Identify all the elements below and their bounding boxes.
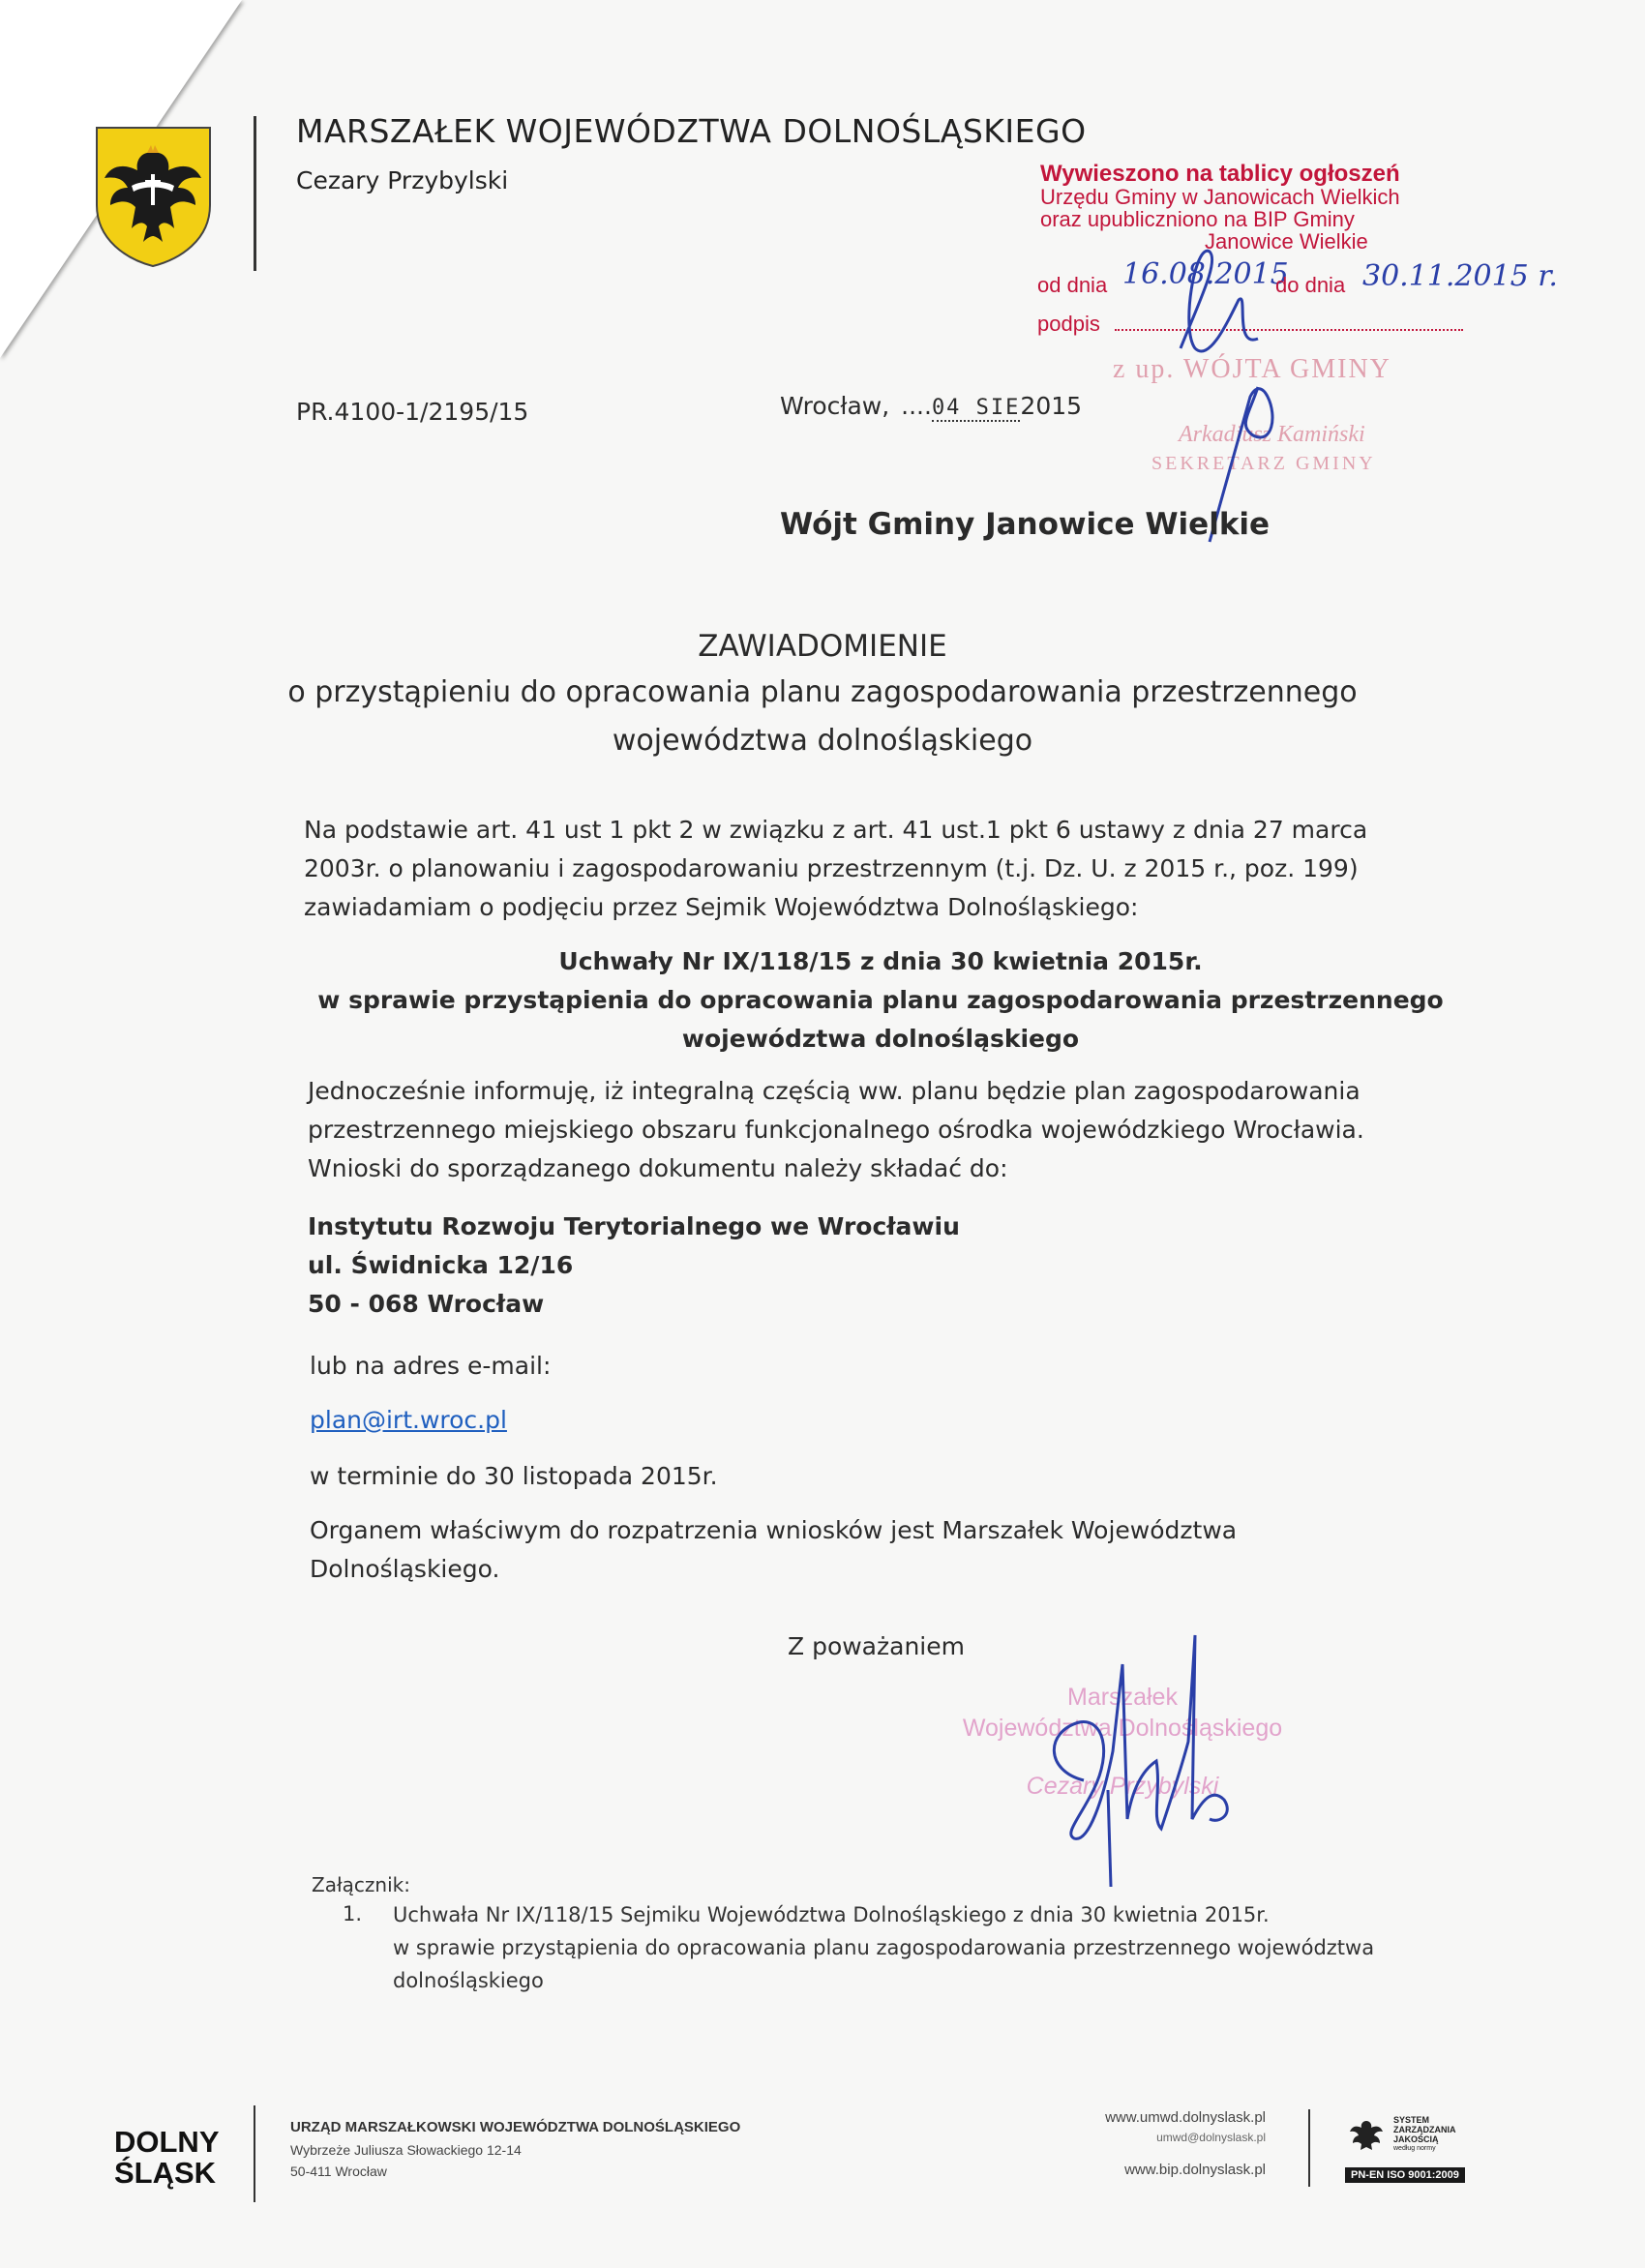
paragraph-line: 2003r. o planowaniu i zagospodarowaniu przestrzennym (t.j. Dz. U. z 2015 r., poz. 199) xyxy=(304,854,1359,882)
paragraph-line: Organem właściwym do rozpatrzenia wniosków jest Marszałek Województwa xyxy=(310,1516,1238,1544)
footer-bip-link[interactable]: www.bip.dolnyslask.pl xyxy=(1124,2162,1266,2178)
attachment-label: Załącznik: xyxy=(312,1873,410,1896)
stamp-role-line: z up. WÓJTA GMINY xyxy=(1113,354,1391,384)
notice-title: ZAWIADOMIENIE xyxy=(698,629,947,664)
paragraph-legal-basis xyxy=(304,811,1367,927)
stamp-line-4: Janowice Wielkie xyxy=(1205,229,1368,254)
quality-line: SYSTEM xyxy=(1393,2115,1430,2125)
attachment-line: Uchwała Nr IX/118/15 Sejmiku Województwa Dolnośląskiego z dnia 30 kwietnia 2015r. xyxy=(393,1903,1270,1926)
closing-text: Z poważaniem xyxy=(788,1632,965,1660)
stamp-to-date: 30.11.2015 r. xyxy=(1362,259,1558,293)
logo-line-1: DOLNY xyxy=(114,2125,220,2159)
marshal-handwritten-signature xyxy=(1026,1626,1248,1896)
attachment-line: w sprawie przystąpienia do opracowania planu zagospodarowania przestrzennego województwa xyxy=(393,1936,1375,1959)
date-line xyxy=(780,387,1082,428)
quality-line: ZARZĄDZANIA xyxy=(1393,2125,1456,2134)
paragraph-information xyxy=(308,1072,1364,1188)
resolution-line: Uchwały Nr IX/118/15 z dnia 30 kwietnia 2015r. xyxy=(558,947,1203,975)
institute-name: Instytutu Rozwoju Terytorialnego we Wrocławiu xyxy=(308,1212,960,1240)
stamp-official-name: Arkadiusz Kamiński xyxy=(1179,422,1365,447)
footer-street: Wybrzeże Juliusza Słowackiego 12-14 xyxy=(290,2142,522,2158)
footer-office-name: URZĄD MARSZAŁKOWSKI WOJEWÓDZTWA DOLNOŚLĄSKIEGO xyxy=(290,2119,741,2135)
footer-divider-right xyxy=(1308,2109,1310,2187)
footer-city: 50-411 Wrocław xyxy=(290,2164,387,2179)
signature-stamp-line-1: Marszałek xyxy=(1067,1684,1178,1711)
logo-line-2: ŚLĄSK xyxy=(114,2156,217,2190)
coat-of-arms-icon xyxy=(93,124,214,269)
attachment-description xyxy=(393,1898,1374,1997)
attachment-line: dolnośląskiego xyxy=(393,1969,544,1992)
office-heading: MARSZAŁEK WOJEWÓDZTWA DOLNOŚLĄSKIEGO xyxy=(296,112,1087,150)
posting-stamp xyxy=(1040,163,1543,254)
notice-subtitle-1: o przystąpieniu do opracowania planu zagospodarowania przestrzennego xyxy=(287,675,1358,709)
iso-badge: PN-EN ISO 9001:2009 xyxy=(1345,2167,1465,2183)
reference-number: PR.4100-1/2195/15 xyxy=(296,398,529,426)
paragraph-line: Na podstawie art. 41 ust 1 pkt 2 w związku z art. 41 ust.1 pkt 6 ustawy z dnia 27 marca xyxy=(304,816,1368,844)
institute-city: 50 - 068 Wrocław xyxy=(308,1290,545,1318)
institute-street: ul. Świdnicka 12/16 xyxy=(308,1251,574,1279)
quality-line: według normy xyxy=(1393,2145,1436,2152)
footer-website-link[interactable]: www.umwd.dolnyslask.pl xyxy=(1105,2109,1266,2126)
signature-stamp-line-2: Województwa Dolnośląskiego xyxy=(962,1715,1283,1742)
dolny-slask-logo xyxy=(114,2127,220,2189)
resolution-block xyxy=(290,942,1471,1059)
paragraph-line: Wnioski do sporządzanego dokumentu należy składać do: xyxy=(308,1154,1008,1182)
eagle-small-icon xyxy=(1347,2115,1386,2154)
stamp-signature-label: podpis xyxy=(1037,312,1100,336)
signature-stamp-line-3: Cezary Przybylski xyxy=(1026,1773,1219,1800)
quality-line: JAKOŚCIĄ xyxy=(1393,2134,1439,2144)
paragraph-line: Jednocześnie informuję, iż integralną częścią ww. planu będzie plan zagospodarowania xyxy=(308,1077,1361,1105)
stamp-from-date: 16.08.2015 xyxy=(1122,257,1289,291)
date-year: 2015 xyxy=(1020,392,1083,420)
header-divider xyxy=(254,116,256,271)
paragraph-line: zawiadamiam o podjęciu przez Sejmik Województwa Dolnośląskiego: xyxy=(304,893,1139,921)
resolution-line: województwa dolnośląskiego xyxy=(681,1025,1080,1053)
stamp-from-label: od dnia xyxy=(1037,273,1108,297)
marshal-name: Cezary Przybylski xyxy=(296,166,509,194)
footer-divider xyxy=(254,2105,255,2202)
date-dots: .... xyxy=(901,392,932,420)
stamp-to-label: do dnia xyxy=(1275,273,1346,297)
stamp-line-2: Urzędu Gminy w Janowicach Wielkich xyxy=(1040,185,1400,209)
stamp-line-3: oraz upubliczniono na BIP Gminy xyxy=(1040,207,1355,231)
paragraph-line: przestrzennego miejskiego obszaru funkcjonalnego ośrodka wojewódzkiego Wrocławia. xyxy=(308,1116,1364,1144)
resolution-line: w sprawie przystąpienia do opracowania planu zagospodarowania przestrzennego xyxy=(317,986,1444,1014)
deadline-text: w terminie do 30 listopada 2015r. xyxy=(310,1462,718,1490)
paragraph-line: Dolnośląskiego. xyxy=(310,1555,500,1583)
institute-address xyxy=(308,1208,960,1324)
authority-paragraph xyxy=(310,1511,1237,1589)
footer-email-link[interactable]: umwd@dolnyslask.pl xyxy=(1156,2131,1266,2144)
email-intro: lub na adres e-mail: xyxy=(310,1352,552,1380)
date-place: Wrocław, xyxy=(780,392,890,420)
notice-subtitle-2: województwa dolnośląskiego xyxy=(612,724,1033,758)
stamp-handwritten-signature xyxy=(1142,242,1316,552)
email-link[interactable]: plan@irt.wroc.pl xyxy=(310,1406,507,1434)
attachment-number: 1. xyxy=(343,1902,363,1925)
addressee: Wójt Gminy Janowice Wielkie xyxy=(780,507,1271,542)
quality-system-text xyxy=(1393,2115,1456,2154)
stamp-line-1: Wywieszono na tablicy ogłoszeń xyxy=(1040,161,1400,187)
stamp-official-title: SEKRETARZ GMINY xyxy=(1152,453,1376,474)
date-handwritten: 04 SIE xyxy=(931,396,1021,420)
